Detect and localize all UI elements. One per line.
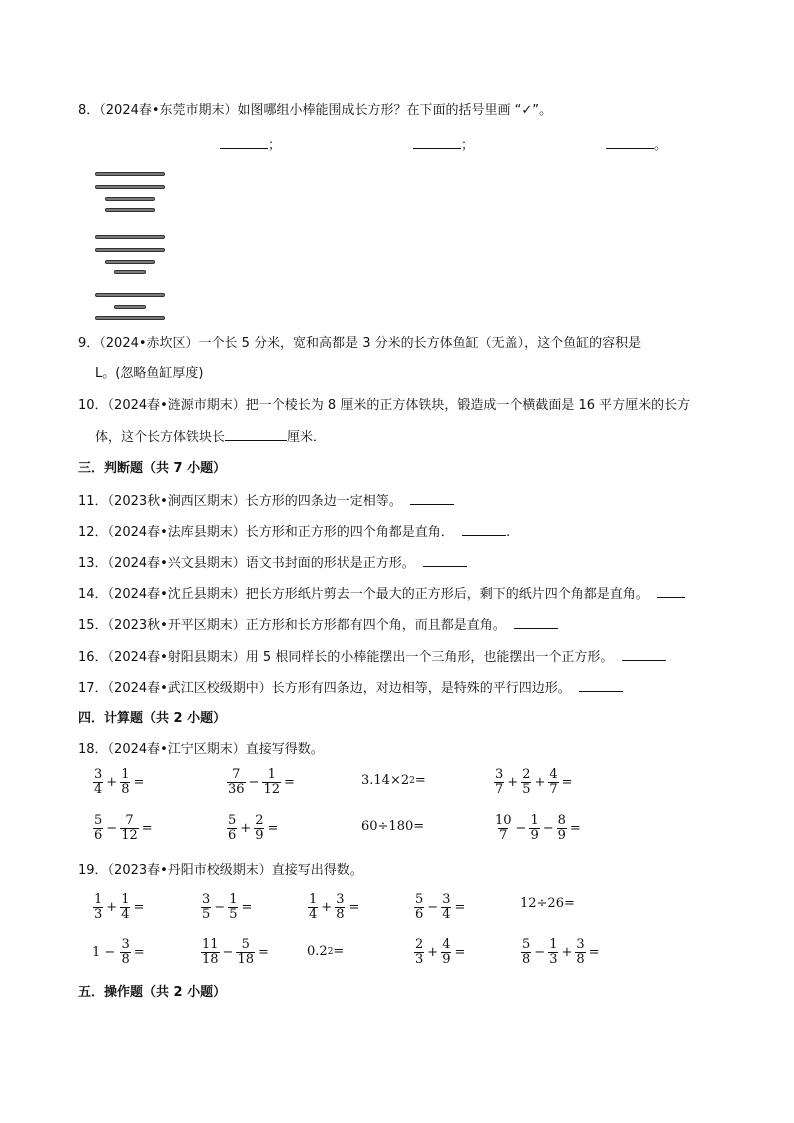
q19-expr-6: 1 − $\frac{3}{8}$ = [92, 937, 145, 967]
answer-blank-16[interactable] [622, 648, 666, 661]
answer-blank-15[interactable] [514, 616, 558, 629]
stick [114, 305, 146, 309]
question-19-title: 19．（2023春•丹阳市校级期末）直接写出得数。 [78, 863, 363, 878]
q19-expr-1: $\frac{1}{3}$ + $\frac{1}{4}$ = [94, 892, 145, 922]
q19-expr-2: $\frac{3}{5}$ − $\frac{1}{5}$ = [202, 892, 253, 922]
q19-expr-3: $\frac{1}{4}$ + $\frac{3}{8}$ = [309, 892, 360, 922]
question-8-text: 8．（2024春•东莞市期末）如图哪组小棒能围成长方形？在下面的括号里画 “✓”。 [78, 103, 553, 118]
stick [95, 235, 165, 239]
question-16: 16．（2024春•射阳县期末）用 5 根同样长的小棒能摆出一个三角形，也能摆出一个正方形。 [78, 648, 666, 667]
answer-blank-14[interactable] [657, 585, 685, 598]
q18-expr-7: 60÷180= [361, 819, 425, 834]
question-17: 17．（2024春•武江区校级期中）长方形有四条边，对边相等，是特殊的平行四边形。 [78, 679, 623, 698]
stick [114, 270, 146, 274]
q19-expr-4: $\frac{5}{6}$ − $\frac{3}{4}$ = [415, 892, 466, 922]
q19-expr-5: 12÷26= [520, 896, 575, 911]
q18-expr-1: $\frac{3}{4}$ + $\frac{1}{8}$ = [94, 767, 145, 797]
question-10-line2: 体，这个长方体铁块长 厘米． [95, 430, 327, 445]
question-9-line2: L。(忽略鱼缸厚度) [95, 366, 204, 381]
question-10-line1: 10．（2024春•涟源市期末）把一个棱长为 8 厘米的正方体铁块，锻造成一个横截面是 16 平方厘米的长方 [78, 398, 691, 413]
stick [105, 208, 155, 212]
stick [95, 248, 165, 252]
section-title-operation: 五．操作题（共 2 小题） [78, 985, 227, 1000]
question-15: 15．（2023秋•开平区期末）正方形和长方形都有四个角，而且都是直角。 [78, 616, 558, 635]
q19-expr-7: $\frac{11}{18}$ − $\frac{5}{18}$ = [202, 937, 269, 967]
q19-expr-9: $\frac{2}{3}$ + $\frac{4}{9}$ = [415, 937, 466, 967]
stick [95, 316, 165, 320]
stick [105, 260, 155, 264]
q18-expr-3: 3.14×2 2 = [361, 773, 426, 788]
answer-blank-8b[interactable]: ； [413, 136, 474, 155]
q18-expr-5: $\frac{5}{6}$ − $\frac{7}{12}$ = [94, 813, 153, 843]
answer-blank-10[interactable] [225, 428, 287, 441]
q18-expr-8: $\frac{10}{7}$ − $\frac{1}{9}$ − $\frac{8}{9}$ = [495, 813, 581, 843]
question-13: 13．（2024春•兴文县期末）语文书封面的形状是正方形。 [78, 554, 467, 573]
q18-expr-2: $\frac{7}{36}$ − $\frac{1}{12}$ = [228, 767, 295, 797]
answer-blank-13[interactable] [423, 554, 467, 567]
answer-blank-12[interactable] [462, 523, 506, 536]
q18-expr-6: $\frac{5}{6}$ + $\frac{2}{9}$ = [228, 813, 279, 843]
stick [105, 197, 155, 201]
stick [95, 172, 165, 176]
question-9-line1: 9．（2024•赤坎区）一个长 5 分米，宽和高都是 3 分米的长方体鱼缸（无盖），这个鱼缸的容积是 [78, 336, 642, 351]
answer-blank-17[interactable] [579, 679, 623, 692]
question-18-title: 18．（2024春•江宁区期末）直接写得数。 [78, 742, 324, 757]
answer-blank-8c[interactable]: 。 [606, 136, 667, 155]
q18-expr-4: $\frac{3}{7}$ + $\frac{2}{5}$ + $\frac{4}{7}$ = [495, 767, 573, 797]
stick [95, 185, 165, 189]
section-title-calculation: 四．计算题（共 2 小题） [78, 711, 227, 726]
question-11: 11．（2023秋•涧西区期末）长方形的四条边一定相等。 [78, 492, 454, 511]
answer-blank-11[interactable] [410, 492, 454, 505]
q19-expr-10: $\frac{5}{8}$ − $\frac{1}{3}$ + $\frac{3}{8}$ = [522, 937, 600, 967]
question-12: 12．（2024春•法库县期末）长方形和正方形的四个角都是直角． . [78, 525, 511, 540]
q19-expr-8: 0.2 2 = [307, 944, 345, 959]
question-14: 14．（2024春•沈丘县期末）把长方形纸片剪去一个最大的正方形后，剩下的纸片四个角都是直角。 [78, 585, 685, 604]
section-title-judgement: 三．判断题（共 7 小题） [78, 461, 227, 476]
stick [95, 293, 165, 297]
answer-blank-8a[interactable]: ； [220, 136, 281, 155]
